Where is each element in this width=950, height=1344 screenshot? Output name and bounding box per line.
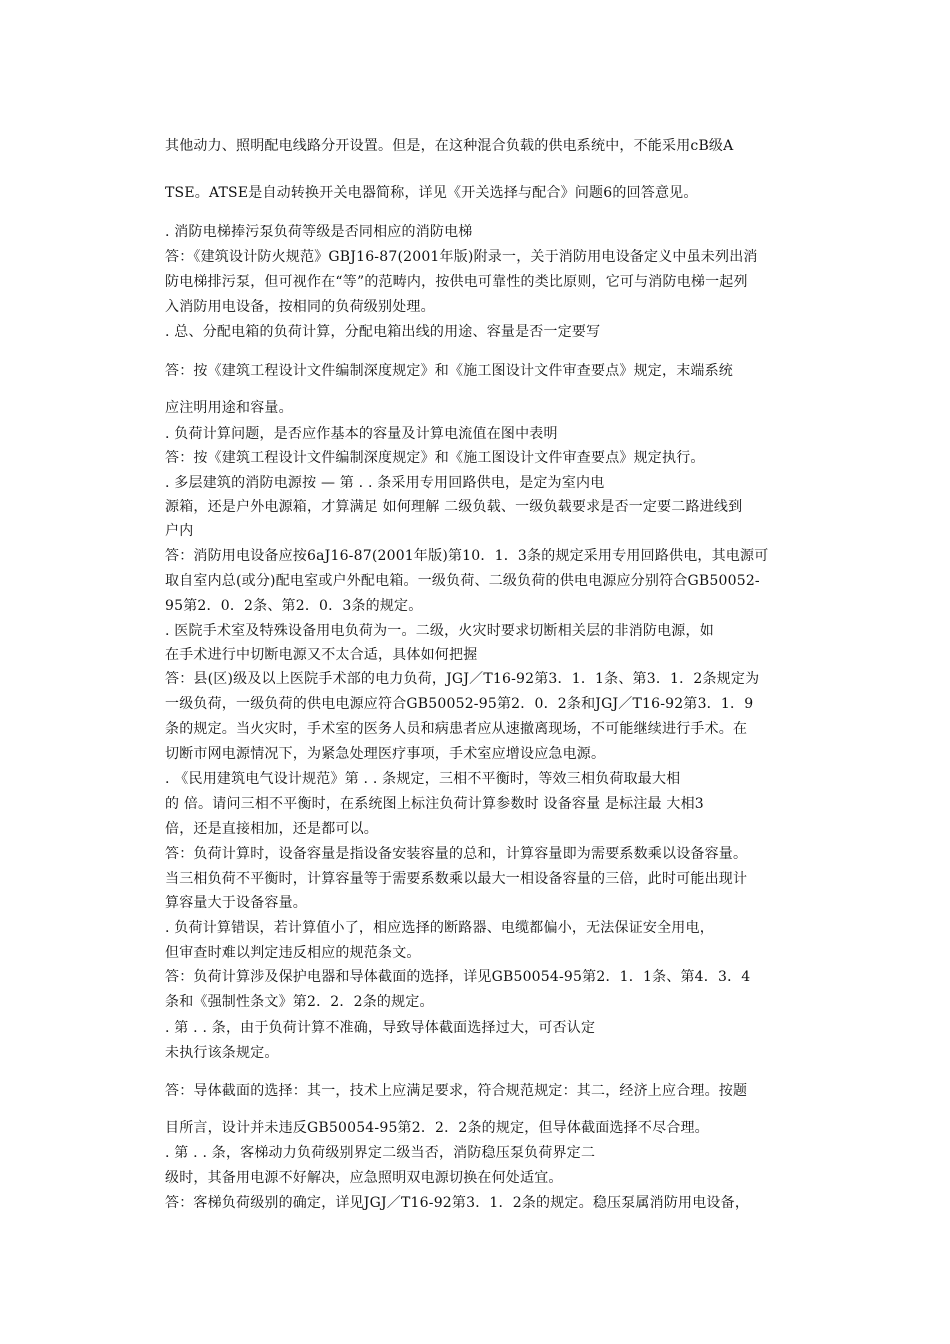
text-line: . 多层建筑的消防电源按 — 第 . . 条采用专用回路供电，是定为室内电: [165, 475, 605, 491]
text-line: 未执行该条规定。: [165, 1045, 279, 1061]
text-line: 应注明用途和容量。: [165, 400, 293, 416]
text-line: 答：负荷计算时，设备容量是指设备安装容量的总和，计算容量即为需要系数乘以设备容量。: [165, 846, 748, 862]
text-line: 答：导体截面的选择：其一，技术上应满足要求，符合规范规定：其二，经济上应合理。按题: [165, 1083, 748, 1099]
text-line: 条和《强制性条文》第2．2．2条的规定。: [165, 994, 434, 1010]
text-line: 答：消防用电设备应按6aJ16-87(2001年版)第10．1．3条的规定采用专用回路供电，其电源可: [165, 548, 769, 564]
text-line: 防电梯排污泵，但可视作在“等”的范畴内，按供电可靠性的类比原则，它可与消防电梯一起列: [165, 274, 748, 290]
text-line: 95第2．0．2条、第2．0．3条的规定。: [165, 598, 423, 614]
text-line: . 《民用建筑电气设计规范》第 . . 条规定，三相不平衡时，等效三相负荷取最大相: [165, 771, 681, 787]
text-line: 的 倍。请问三相不平衡时，在系统图上标注负荷计算参数时 设备容量 是标注最 大相3: [165, 796, 704, 812]
text-line: 答：负荷计算涉及保护电器和导体截面的选择，详见GB50054-95第2．1．1条、第4．3．4: [165, 969, 751, 985]
text-line: 切断市网电源情况下，为紧急处理医疗事项，手术室应增设应急电源。: [165, 746, 606, 762]
text-line: . 消防电梯捧污泵负荷等级是否同相应的消防电梯: [165, 224, 473, 240]
text-line: 答：《建筑设计防火规范》GBJ16-87(2001年版)附录一，关于消防用电设备定义中虽未列出消: [165, 249, 758, 265]
text-line: 取自室内总(或分)配电室或户外配电箱。一级负荷、二级负荷的供电电源应分别符合GB50052-: [165, 573, 760, 589]
text-line: 一级负荷，一级负荷的供电电源应符合GB50052-95第2．0．2条和JGJ／T16-92第3．1．9: [165, 696, 754, 712]
text-line: TSE。ATSE是自动转换开关电器简称，详见《开关选择与配合》问题6的回答意见。: [165, 185, 698, 201]
text-line: 其他动力、照明配电线路分开设置。但是，在这种混合负载的供电系统中，不能采用cB级A: [165, 138, 734, 154]
text-line: . 总、分配电箱的负荷计算，分配电箱出线的用途、容量是否一定要写: [165, 324, 601, 340]
text-line: . 第 . . 条，客梯动力负荷级别界定二级当否，消防稳压泵负荷界定二: [165, 1145, 596, 1161]
text-line: 入消防用电设备，按相同的负荷级别处理。: [165, 299, 435, 315]
text-line: 答：按《建筑工程设计文件编制深度规定》和《施工图设计文件审查要点》规定执行。: [165, 450, 705, 466]
text-line: 在手术进行中切断电源又不太合适，具体如何把握: [165, 647, 478, 663]
text-line: 当三相负荷不平衡时，计算容量等于需要系数乘以最大一相设备容量的三倍，此时可能出现计: [165, 871, 748, 887]
text-line: . 负荷计算错误，若计算值小了，相应选择的断路器、电缆都偏小，无法保证安全用电，: [165, 920, 714, 936]
text-line: 答：按《建筑工程设计文件编制深度规定》和《施工图设计文件审查要点》规定，末端系统: [165, 363, 733, 379]
text-line: . 第 . . 条，由于负荷计算不准确，导致导体截面选择过大，可否认定: [165, 1020, 596, 1036]
text-line: 答：县(区)级及以上医院手术部的电力负荷，JGJ／T16-92第3．1．1条、第3．1．2条规定为: [165, 671, 760, 687]
text-line: . 负荷计算问题，是否应作基本的容量及计算电流值在图中表明: [165, 426, 558, 442]
text-line: 但审查时难以判定违反相应的规范条文。: [165, 945, 421, 961]
text-line: 条的规定。当火灾时，手术室的医务人员和病患者应从速撤离现场，不可能继续进行手术。在: [165, 721, 748, 737]
text-line: 级时，其备用电源不好解决，应急照明双电源切换在何处适宜。: [165, 1170, 563, 1186]
text-line: 源箱，还是户外电源箱，才算满足 如何理解 二级负载、一级负载要求是否一定要二路进线到: [165, 499, 743, 515]
text-line: 目所言，设计并未违反GB50054-95第2．2．2条的规定，但导体截面选择不尽合理。: [165, 1120, 709, 1136]
text-line: 倍，还是直接相加，还是都可以。: [165, 821, 378, 837]
text-line: 算容量大于设备容量。: [165, 895, 307, 911]
text-line: 户内: [165, 523, 194, 539]
text-line: . 医院手术室及特殊设备用电负荷为一。二级，火灾时要求切断相关层的非消防电源，如: [165, 623, 714, 639]
text-line: 答：客梯负荷级别的确定，详见JGJ／T16-92第3．1．2条的规定。稳压泵属消防用电设备，: [165, 1195, 750, 1211]
